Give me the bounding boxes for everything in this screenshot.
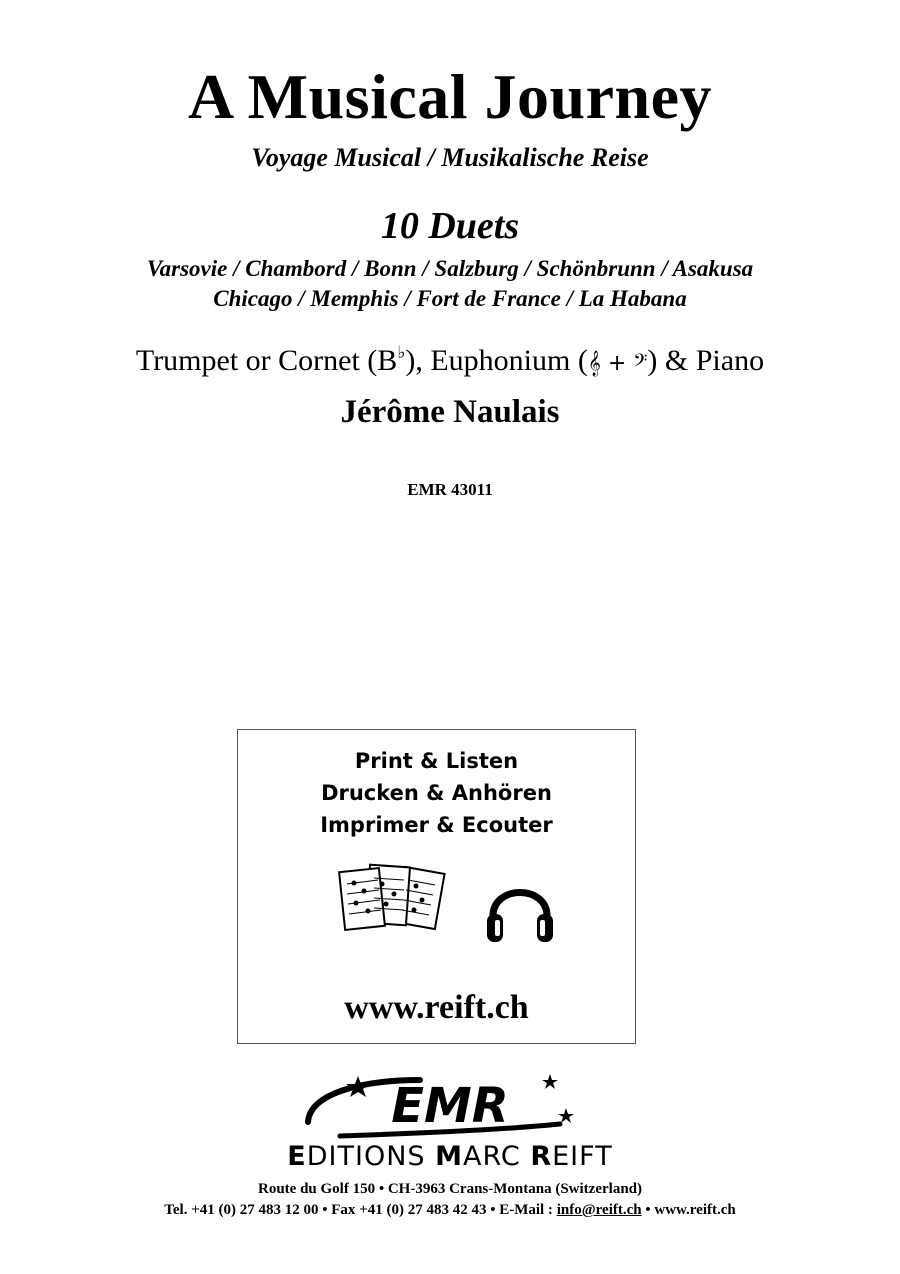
instrumentation-part: Trumpet or Cornet (B — [135, 344, 398, 377]
promo-line-3: Imprimer & Ecouter — [320, 813, 553, 837]
catalog-code: EMR 43011 — [407, 480, 493, 499]
publisher-name — [0, 1141, 900, 1173]
publisher-name-part: EIFT — [552, 1141, 613, 1172]
publisher-address: Route du Golf 150 • CH-3963 Crans-Montana (Switzerland) — [258, 1181, 642, 1197]
composer: Jérôme Naulais — [340, 394, 560, 430]
print-listen-box — [237, 729, 636, 1044]
cities-line-1: Varsovie / Chambord / Bonn / Salzburg / Schönbrunn / Asakusa — [146, 256, 754, 281]
contact-text: Tel. +41 (0) 27 483 12 00 • Fax +41 (0) 27 483 42 43 • E-Mail : — [164, 1202, 557, 1218]
publisher-contact — [0, 1200, 900, 1220]
cities-line-2: Chicago / Memphis / Fort de France / La Habana — [213, 286, 687, 311]
sheet-music-icon — [338, 860, 468, 960]
email-link[interactable]: info@reift.ch — [556, 1202, 642, 1218]
publisher-name-part: DITIONS — [306, 1141, 436, 1172]
clefs-icon: 𝄞 + 𝄢 — [587, 351, 648, 376]
publisher-name-part: ARC — [463, 1141, 531, 1172]
instrumentation — [0, 334, 900, 383]
publisher-name-part: E — [287, 1141, 307, 1172]
contact-text: • www.reift.ch — [641, 1202, 736, 1218]
instrumentation-part: ) & Piano — [647, 344, 765, 377]
page-title: A Musical Journey — [187, 61, 713, 132]
subtitle: Voyage Musical / Musikalische Reise — [251, 143, 649, 172]
publisher-name-part: M — [435, 1141, 463, 1172]
publisher-name-part: R — [530, 1141, 553, 1172]
promo-line-1: Print & Listen — [354, 749, 519, 773]
promo-url: www.reift.ch — [344, 989, 529, 1026]
headphones-icon — [483, 870, 557, 948]
logo-text: EMR — [391, 1078, 509, 1134]
instrumentation-part: ), Euphonium ( — [405, 344, 588, 377]
flat-sign: ♭ — [397, 343, 406, 362]
emr-logo — [300, 1070, 590, 1148]
duets-heading: 10 Duets — [380, 205, 520, 247]
promo-line-2: Drucken & Anhören — [321, 781, 552, 805]
